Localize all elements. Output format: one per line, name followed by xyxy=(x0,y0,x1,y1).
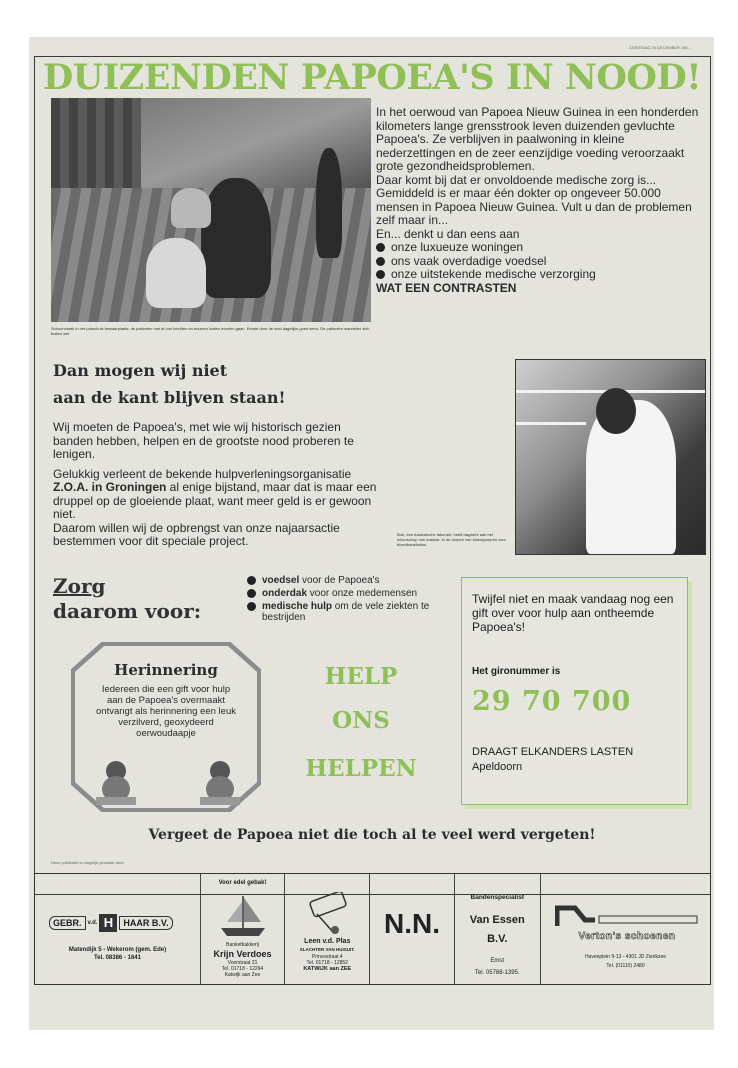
giro-box xyxy=(461,577,688,805)
aid-item: medische hulp om de vele ziekten te bestrijden xyxy=(247,601,452,623)
zorg-line1: Zorg xyxy=(53,574,106,598)
date-line: ZATERDAG 20 DECEMBER 198... xyxy=(629,45,691,50)
ad-butcher xyxy=(285,874,370,984)
contrast-item: onze luxueuze woningen xyxy=(376,241,704,255)
medical-paragraph: Daar komt bij dat er onvoldoende medische zorg is... xyxy=(376,172,657,187)
intro-paragraph: In het oerwoud van Papoea Nieuw Guinea in een honderden kilometers lange grensstrook leven duizenden gevluchte Papoea's. Ze verblijven in paalwoning in kleine nederzettingen en de zeer eenzijdige voeding veroorzaakt grote gezondheidsproblemen. xyxy=(376,105,699,173)
photo-basket xyxy=(171,188,211,228)
aid-list xyxy=(247,575,452,623)
ad-gebr-haar xyxy=(35,874,201,984)
monkey-icon xyxy=(93,759,139,807)
tyre-name2: B.V. xyxy=(487,933,508,945)
ad-bakery xyxy=(201,874,286,984)
plas-sub: SLACHTER VAN HUISUIT. xyxy=(299,947,355,952)
sponsor-ads xyxy=(34,873,711,985)
bakery-type: Banketbakkerij xyxy=(226,942,259,948)
zorg-line2: daarom voor: xyxy=(53,599,202,623)
bakery-tel: Tel. 01718 - 12294 xyxy=(221,966,264,972)
tyre-city: Emst xyxy=(490,958,505,964)
subhead-line2: aan de kant blijven staan! xyxy=(53,388,286,407)
help-word-2: ONS xyxy=(332,707,390,734)
shoe-logo-icon xyxy=(555,902,700,928)
plas-tel: Tel. 01718 - 12852 xyxy=(306,960,348,966)
zoa-paragraph: Gelukkig verleent de bekende hulpverleningsorganisatie Z.O.A. in Groningen al enige bijstand, maar dat is maar een druppel op de gloeiende plaat, want meer geld is er gewoon niet. xyxy=(53,466,377,521)
ad-nn xyxy=(370,874,455,984)
contrast-item: onze uitstekende medische verzorging xyxy=(376,268,704,282)
photo-worker-head xyxy=(596,388,636,434)
tyre-name1: Van Essen xyxy=(469,914,525,926)
giro-number: 29 70 700 xyxy=(472,686,632,717)
bakery-top: Voor edel gebak! xyxy=(218,880,267,886)
think-line: En... denkt u dan eens aan xyxy=(376,226,520,241)
gebr-tel: Tel. 08386 - 1641 xyxy=(94,955,141,961)
newspaper-page xyxy=(29,37,714,1030)
bullet-dot-icon xyxy=(376,270,385,279)
contrast-item: ons vaak overdadige voedsel xyxy=(376,255,704,269)
aid-item: onderdak voor onze medemensen xyxy=(247,588,452,599)
subhead-line1: Dan mogen wij niet xyxy=(53,361,228,380)
shoe-tel: Tel. (01110) 2480 xyxy=(606,963,645,969)
reminder-title: Herinnering xyxy=(114,661,218,679)
giro-intro: Twijfel niet en maak vandaag nog een gift over voor hulp aan ontheemde Papoea's! xyxy=(472,592,674,634)
tyre-tel: Tel. 05788-1395. xyxy=(474,970,520,976)
bullet-dot-icon xyxy=(376,243,385,252)
zoa-name: Z.O.A. in Groningen xyxy=(53,480,167,494)
tyre-head: Bandenspecialist xyxy=(470,894,524,901)
bullet-dot-icon xyxy=(247,576,256,585)
photo-bundle xyxy=(146,238,206,308)
photo-shelf xyxy=(516,422,586,425)
sponsor-note: Deze publikatie is mogelijk gemaakt door: xyxy=(51,860,125,865)
h-logo-icon: H xyxy=(99,914,117,932)
doctor-paragraph: Gemiddeld is er maar één dokter op ongeveer 50.000 mensen in Papoea Nieuw Guinea. Vult u dan de problemen zelf maar in... xyxy=(376,186,692,227)
ad-shoes xyxy=(541,874,711,984)
laborant-photo xyxy=(515,359,706,555)
help-word-3: HELPEN xyxy=(305,755,417,782)
bakery-name: Krijn Verdoes xyxy=(213,949,272,959)
bullet-dot-icon xyxy=(247,602,256,611)
shoe-addr: Havenplein 9-13 - 4301 JD Zierikzee xyxy=(584,954,667,960)
shoe-name: Verton's schoenen xyxy=(578,931,676,942)
photo-figure-child xyxy=(316,148,342,258)
headline: DUIZENDEN PAPOEA'S IN NOOD! xyxy=(42,57,702,98)
duty-paragraph: Wij moeten de Papoea's, met wie wij historisch gezien banden hebben, helpen en de grootste nood proberen te lenigen. xyxy=(53,420,354,461)
gebr-address: Matendijk 5 - Wekerom (gem. Ede) xyxy=(68,947,167,953)
monkey-icon xyxy=(197,759,243,807)
photo2-caption: Bob, een Australische laborant, heeft dagwerk aan het microscoop van malaria. In de dorpen van bloedgroepen voor bloedtransfusies. xyxy=(397,532,506,547)
bullet-dot-icon xyxy=(376,257,385,266)
project-paragraph: Daarom willen wij de opbrengst van onze najaarsactie bestemmen voor dit speciale project. xyxy=(53,520,340,548)
bullet-dot-icon xyxy=(247,589,256,598)
ad-tyres xyxy=(455,874,541,984)
plas-name: Leen v.d. Plas xyxy=(304,938,351,945)
plas-city: KATWIJK aan ZEE xyxy=(303,966,352,972)
bakery-city: Katwijk aan Zee xyxy=(224,972,261,978)
photo1-caption: Schoonmaak in het palenhuis bewaarplaats: de pakketen met al hun bezitten en bouwen loaten moeten gaan. Eerste door de lood dagelijks goed werd. De patienten wandelen zich buiten wel. xyxy=(51,326,370,336)
bakery-addr: Voorstraat 21 xyxy=(227,960,258,966)
gebr-logo: GEBR. v.d. H HAAR B.V. xyxy=(49,914,173,932)
giro-label: Het gironummer is xyxy=(472,666,561,677)
left-body xyxy=(53,421,381,549)
footer-slogan: Vergeet de Papoea niet die toch al te veel werd vergeten! xyxy=(148,827,596,843)
nn-text: N.N. xyxy=(384,908,441,939)
reminder-text: Iedereen die een gift voor hulp aan de Papoea's overmaakt ontvangt als herinnering een leuk verzilverd, geoxydeerd oerwoudaapje xyxy=(96,684,236,739)
butcher-sign-icon xyxy=(303,892,353,936)
refugee-photo xyxy=(51,98,371,322)
giro-city: Apeldoorn xyxy=(472,761,523,773)
aid-item: voedsel voor de Papoea's xyxy=(247,575,452,586)
plas-addr: Princestraat 4 xyxy=(311,954,343,960)
right-column xyxy=(376,106,704,295)
help-word-1: HELP xyxy=(324,663,398,690)
giro-motto: DRAAGT ELKANDERS LASTEN xyxy=(472,746,634,758)
contrast-conclusion: WAT EEN CONTRASTEN xyxy=(376,280,517,295)
photo-figure-woman xyxy=(201,178,271,298)
bakery-ship-icon xyxy=(217,890,269,940)
